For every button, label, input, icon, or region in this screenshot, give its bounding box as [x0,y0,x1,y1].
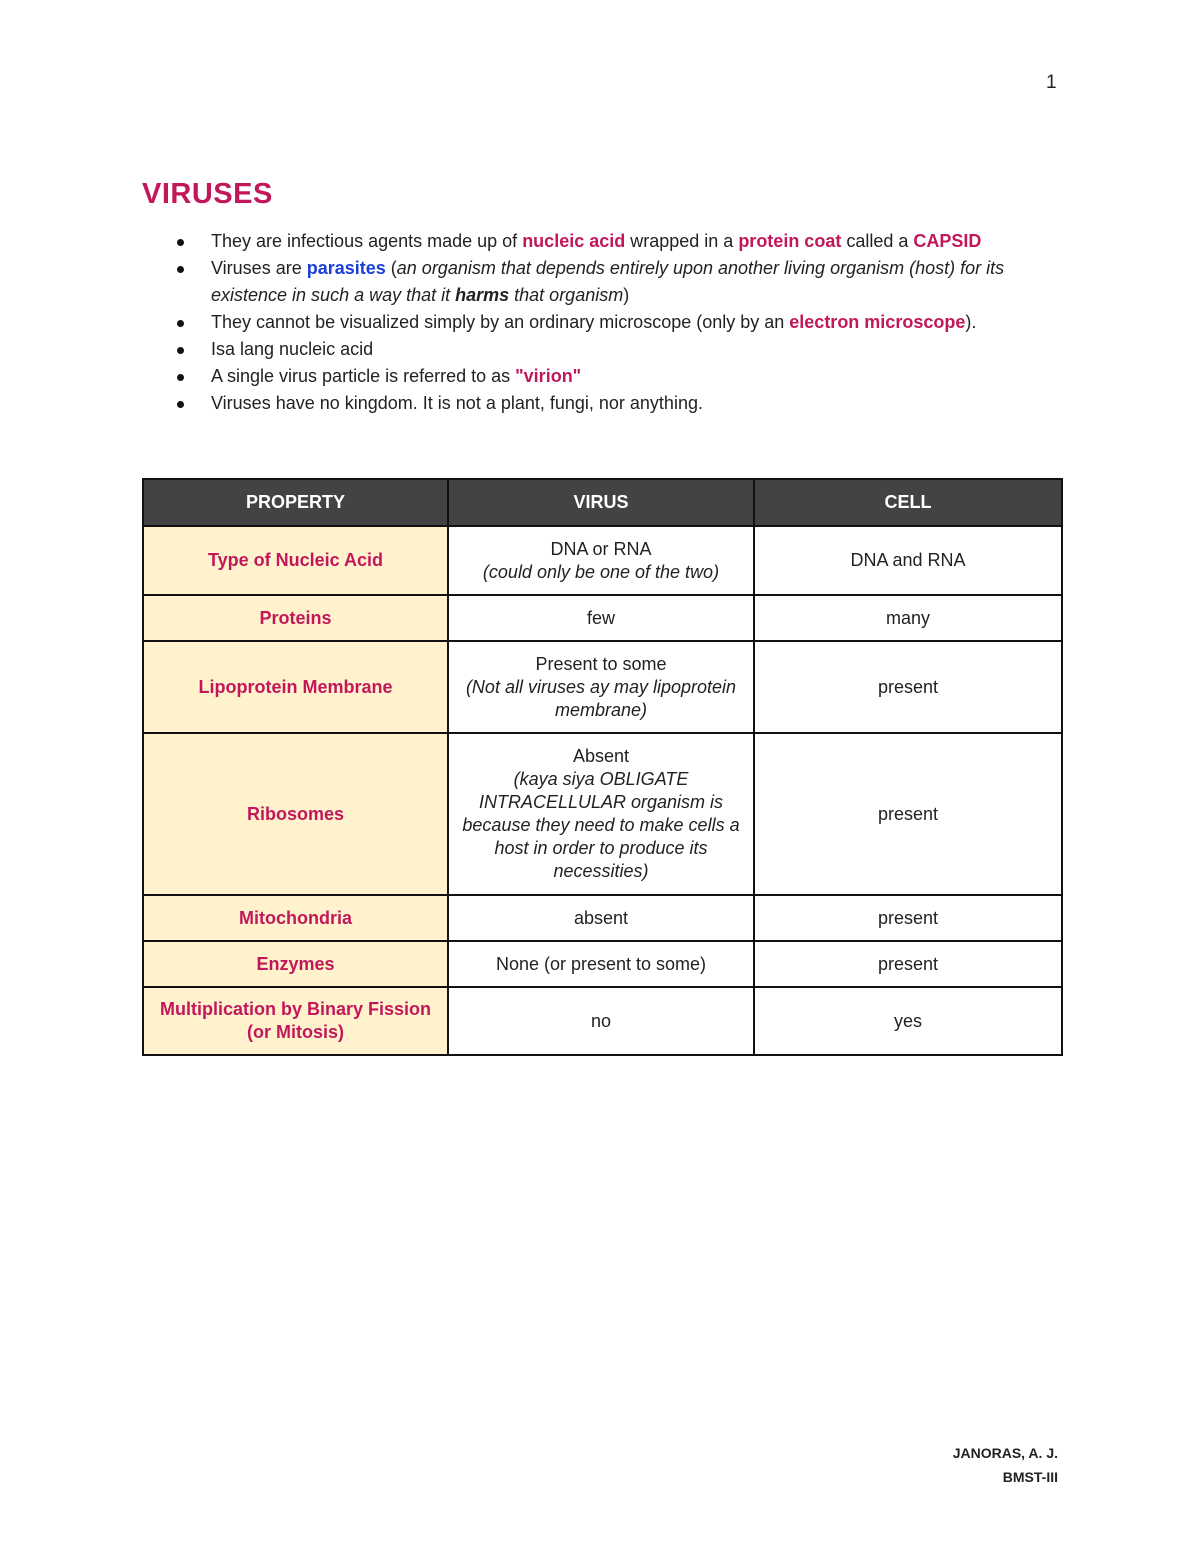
property-cell: Enzymes [143,941,448,987]
author-name: JANORAS, A. J. [952,1445,1058,1461]
table-row [143,641,1062,733]
footer [953,1441,1058,1489]
table-row [143,941,1062,987]
list-item: They are infectious agents made up of nucleic acid wrapped in a protein coat called a CAPSID [175,228,1050,255]
table-row [143,526,1062,595]
property-cell: Proteins [143,595,448,641]
list-item: Isa lang nucleic acid [175,336,1050,363]
keyword: electron microscope [789,312,966,332]
column-header: CELL [754,479,1062,526]
virus-cell: Absent (kaya siya OBLIGATE INTRACELLULAR organism is because they need to make cells a host in order to produce its necessities) [448,733,754,895]
cell-cell: present [754,895,1062,941]
list-item: Viruses are parasites (an organism that depends entirely upon another living organism (host) for its existence in such a way that it harms that organism) [175,255,1050,309]
virus-cell: no [448,987,754,1055]
table-row [143,987,1062,1055]
virus-cell: few [448,595,754,641]
virus-cell: DNA or RNA (could only be one of the two) [448,526,754,595]
section-label: BMST-III [1002,1469,1058,1485]
cell-cell: present [754,641,1062,733]
keyword: "virion" [515,366,582,386]
page-number: 1 [1046,72,1057,93]
list-item: They cannot be visualized simply by an ordinary microscope (only by an electron microscope). [175,309,1050,336]
table-row [143,595,1062,641]
table-header-row [143,479,1062,526]
property-cell: Multiplication by Binary Fission (or Mitosis) [143,987,448,1055]
virus-cell: absent [448,895,754,941]
cell-cell: DNA and RNA [754,526,1062,595]
column-header: PROPERTY [143,479,448,526]
property-cell: Ribosomes [143,733,448,895]
keyword: parasites [306,258,386,278]
virus-cell: Present to some (Not all viruses ay may lipoprotein membrane) [448,641,754,733]
keyword: nucleic acid [522,231,626,251]
cell-cell: present [754,941,1062,987]
property-cell: Lipoprotein Membrane [143,641,448,733]
page-title: VIRUSES [142,178,273,210]
keyword: protein coat [738,231,842,251]
list-item: A single virus particle is referred to as "virion" [175,363,1050,390]
emphasis: harms [455,285,510,305]
table-row [143,733,1062,895]
keyword: CAPSID [913,231,982,251]
cell-cell: yes [754,987,1062,1055]
cell-cell: present [754,733,1062,895]
property-cell: Mitochondria [143,895,448,941]
virus-cell: None (or present to some) [448,941,754,987]
list-item: Viruses have no kingdom. It is not a plant, fungi, nor anything. [175,390,1050,417]
cell-cell: many [754,595,1062,641]
bullet-list [175,228,1050,417]
column-header: VIRUS [448,479,754,526]
table-row [143,895,1062,941]
comparison-table [142,478,1063,1056]
property-cell: Type of Nucleic Acid [143,526,448,595]
